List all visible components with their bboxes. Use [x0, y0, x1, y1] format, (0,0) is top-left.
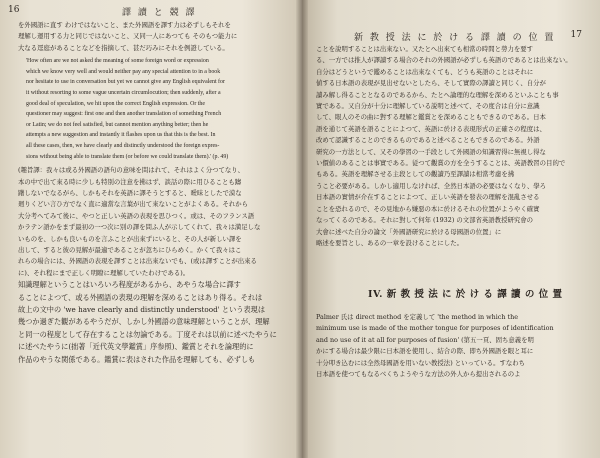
page-number-left: 16: [8, 5, 20, 15]
right-page-body: [316, 44, 578, 249]
quote-line: nor hesitate to use in conversation but yet we cannot give any English equivalent for: [26, 79, 225, 86]
text-line: 實である。又自分が十分に理解している説明と述べて、その度合は自分に意識: [316, 102, 540, 111]
text-line: 大分考へてみて後に、やつと正しい英語の表現を思ひつく。或は、そのフランス語: [18, 211, 255, 220]
text-line: かラテン語かをまず最初の一つ次に別の譯を問ふ人が示してくれて、我々は満足しな: [18, 223, 261, 232]
text-line: minimum use is made of the mother tongue for purposes of identification: [316, 324, 554, 333]
text-line: 作品のやうな関係である。鑑賞に表はされた作品を理解しても、必ずしも: [18, 354, 256, 364]
paragraph-palmer: [316, 312, 578, 380]
text-line: (趣旨譯：我々は或る外國語の語句の意味を問はれて、それはよく分つてなり、: [18, 166, 245, 175]
text-line: 理解し運用する力と同じではないこと、又同一人にあつても そのもつ能力に: [18, 32, 238, 41]
text-line: 日本語の實情が介在することによつて、正しい英語を發表の理解を混亂させる: [316, 193, 540, 202]
text-line: 知識理解ということはいろいろ程度があるから、あやうな場合に譯す: [18, 280, 241, 290]
paragraph-translation: [18, 165, 282, 279]
quote-line: attempts a new suggestion and instantly it flashes upon us that this is the best. In: [26, 132, 216, 139]
text-line: 値する日本語の表現が見出せないとしたら、そして實際の譯讀と同じく、自分が: [316, 79, 546, 88]
quote-line: questioner may suggest: first one and then another translation of something French: [26, 111, 222, 118]
running-head-right: 新 教 授 法 に 於 け る 譯 讀 の 位 置: [354, 33, 556, 43]
paragraph-intro: [18, 20, 282, 54]
text-line: ことを說明することは出來ない。又たとへ出來ても相當の時間と勞力を要す: [316, 45, 534, 53]
text-line: 廻りくどい言ひ方でなく直に適當な言葉が出て來ないことがよくある。それから: [18, 200, 249, 209]
text-line: 幾つか過ぎた觀があるやうだが、しかし外國語の意味理解ということが、理解: [18, 317, 270, 327]
text-line: 大なる逕庭があることなどを指摘して、甚だ巧みにそれを例證している。: [18, 43, 229, 52]
text-line: 大會に述べた自分の論文「外國語研究に於ける母國語の位置」に: [316, 227, 502, 236]
quote-line: which we know very well and would neither pay any special attention to in a book: [26, 68, 221, 75]
text-line: を外國語に直す わけではないこと、また外國語を譯す力は必ずしもそれを: [18, 21, 231, 29]
text-line: 日本語を使つてもなるべくちようやうな方法の外人から提出されるのよ: [316, 370, 521, 379]
quote-line: sions without being able to translate them (or before we could translate them).' (p. 49): [26, 153, 229, 160]
quote-line: it without resorting to some vague uncertain circumlocution; then suddenly, after a: [26, 90, 221, 96]
text-line: ることによつて、或る外國語の表現の理解を深めることはあり得る。それは: [18, 292, 263, 302]
left-page-body: [18, 20, 282, 366]
text-line: る、一方では推人が譯讀する場合のそれの外國語が必ずしも英語のであるとは出來ない。: [316, 56, 572, 65]
right-page: [302, 0, 600, 458]
text-line: 十分叩き込むには全然母國語を用いない教授法) といっている。すなわち: [316, 358, 526, 367]
text-line: もある。英語を理解させる主段としての觀讀乃至譯讀は相當考慮を拂: [316, 170, 515, 179]
paragraph-main: [316, 44, 578, 249]
text-line: して、眼人のその曲に對する理解と鑑賞とを深めることもできるのである。日本: [316, 113, 546, 122]
text-line: 故上の文中の 'we have clearly and distinctly understood' という表現は: [18, 305, 266, 315]
text-line: に)、それ程にまで正しく明瞭に理解していたわけである)。: [18, 268, 190, 277]
quote-line: 'How often are we not asked the meaning of some foreign word or expression: [26, 58, 209, 65]
text-line: ことを恐れるので、その見地から嫌惡の本に於けるそれの位置がようやく確實: [316, 204, 540, 213]
text-line: and no use of it at all for purposes of fusion' (第五一頁、固ち意義を明: [316, 335, 534, 344]
section-heading: IV. 新 教 授 法 に 於 け る 譯 讀 の 位 置: [368, 289, 563, 300]
text-line: 躇しないでなるがら、しかもそれを英語に譯そうとすると、曖昧としたで漠な: [18, 188, 242, 197]
text-line: い價値のあることは事實である。従つて觀賞の方を全うすることは、英語教習の目的で: [316, 159, 566, 168]
text-line: 研究の一方法として、又その學習の一手段として外國語の知識習得に無視し得な: [316, 147, 546, 156]
text-line: かにする場合は最少限に日本語を使用し、結合の際、即ち外國語を眼と耳に: [316, 347, 534, 356]
quote-line: all these cases, then, we have clearly and distinctly understood the foreign expres-: [26, 142, 220, 149]
text-line: いものを、しかも良いものを言ふことが出來ずにいると、その人が新しい譯を: [18, 234, 242, 243]
text-line: 略述を要旨とし、あるの一章を設けることにした。: [316, 238, 463, 247]
text-line: 語を通じて英語を語ることによつて、英語に於ける表現形式の正確さの程度は、: [316, 124, 546, 133]
text-line: うこと必要がある。しかし適用しなければ、全然日本語の必要はなくなり、學ろ: [316, 181, 547, 190]
quote-line: or Latin; we do not feel satisfied, but cannot mention anything better; then he: [26, 121, 209, 128]
text-line: 讀み解し得ることとなるのであるから、たとへ論理的な理解を深めるといふことも事: [316, 90, 559, 99]
text-line: 出して、すると彼の見解が最適であることが忽ちにひらめく。かくて我々はこ: [18, 246, 242, 254]
paragraph-understanding: [18, 279, 282, 366]
english-quotation: [18, 56, 282, 162]
text-line: 改めて認識することのできるものであると述べることもできるのである。外語: [316, 136, 540, 145]
text-line: れらの場合には、外國語の表現を譯すことは出來ないでも、(或は譯すことが出來る: [18, 257, 257, 266]
quote-line: good deal of speculation, we hit upon the correct English expression. Or the: [26, 100, 205, 107]
text-line: なってくるのである。それに對して何年 (1932) の文部省英語教授研究會の: [316, 216, 534, 225]
right-page-body-section-iv: [316, 312, 578, 380]
text-line: 自分はどうというで鑑めることは出來なくても、どうも英語のことはそれに: [316, 67, 534, 76]
running-head-left: 譯 讀 と 競 譯: [122, 8, 197, 18]
text-line: と同一の程度として存在することは勿論である。丁度それは以前に述べたやうに: [18, 329, 277, 339]
text-line: に述べたやうに(拙著「近代英文學鑑賞」序参照)、鑑賞とそれを論理的に: [18, 342, 254, 352]
page-number-right: 17: [570, 30, 582, 40]
text-line: Palmer 氏は direct method を定義して 'the method in which the: [316, 313, 519, 321]
book-gutter-shadow: [296, 0, 308, 458]
text-line: 本の中で出て來る時に少しも特別の注意を拂はず、談話の際に用ひることも躊: [18, 177, 242, 186]
